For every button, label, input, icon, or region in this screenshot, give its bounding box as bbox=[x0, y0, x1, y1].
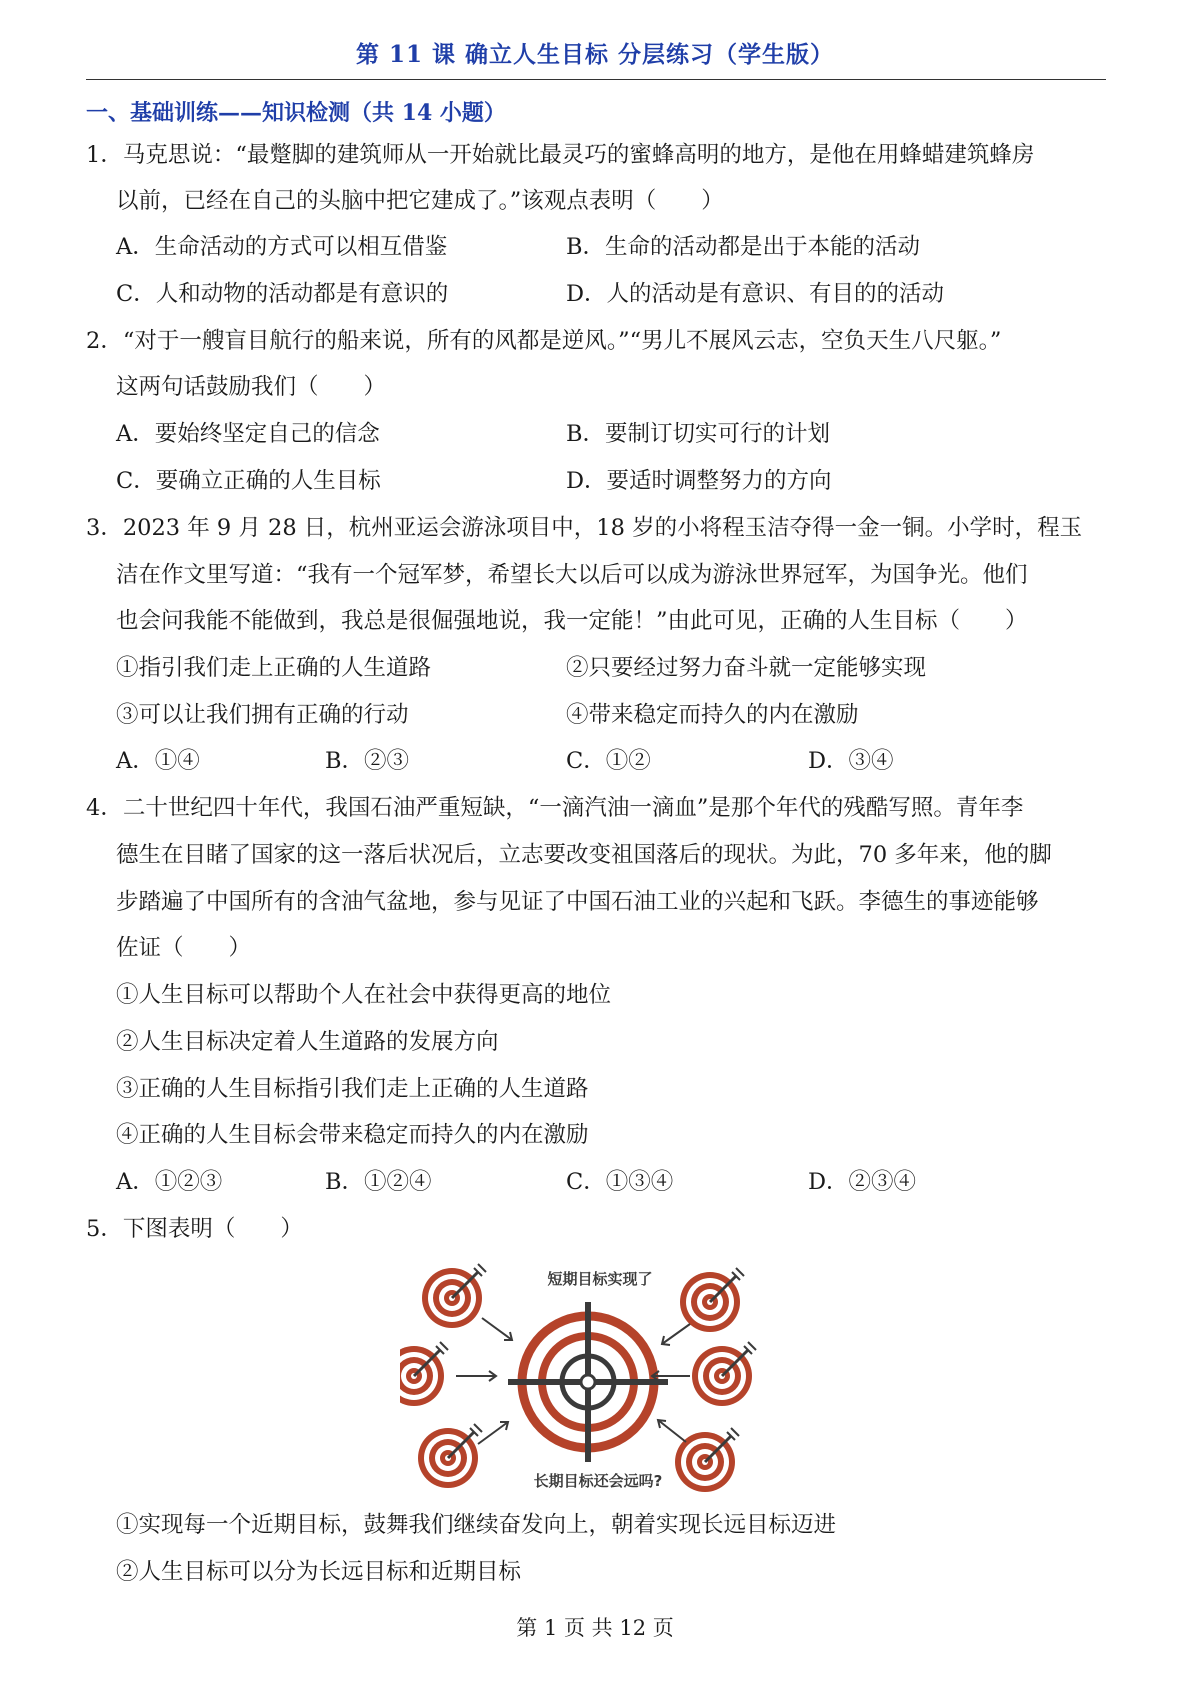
small-target-top-left bbox=[422, 1264, 486, 1328]
q3-option-a: A．①④ bbox=[116, 748, 200, 774]
main-target bbox=[508, 1302, 668, 1462]
q5-statement-2: ②人生目标可以分为长远目标和近期目标 bbox=[116, 1559, 522, 1585]
q3-stem-line1: 3．2023 年 9 月 28 日，杭州亚运会游泳项目中，18 岁的小将程玉洁夺得一金一铜。小学时，程玉 bbox=[86, 515, 1083, 541]
title-divider bbox=[86, 79, 1106, 80]
q2-option-b: B．要制订切实可行的计划 bbox=[566, 421, 831, 447]
q1-stem-line2: 以前，已经在自己的头脑中把它建成了。”该观点表明（ ） bbox=[116, 188, 724, 214]
q4-stem-line3: 步踏遍了中国所有的含油气盆地，参与见证了中国石油工业的兴起和飞跃。李德生的事迹能够 bbox=[116, 889, 1039, 915]
q4-statement-1: ①人生目标可以帮助个人在社会中获得更高的地位 bbox=[116, 982, 612, 1008]
small-target-bottom-left bbox=[418, 1424, 482, 1488]
small-target-middle-right bbox=[692, 1342, 756, 1406]
q1-option-a: A．生命活动的方式可以相互借鉴 bbox=[116, 234, 448, 260]
q2-stem-line2: 这两句话鼓励我们（ ） bbox=[116, 374, 387, 400]
page-title: 第 11 课 确立人生目标 分层练习（学生版） bbox=[355, 41, 835, 68]
q2-option-d: D．要适时调整努力的方向 bbox=[566, 468, 832, 494]
small-target-top-right bbox=[680, 1268, 744, 1332]
q1-option-b: B．生命的活动都是出于本能的活动 bbox=[566, 234, 921, 260]
q4-option-b: B．①②④ bbox=[325, 1169, 432, 1195]
q3-statement-3: ③可以让我们拥有正确的行动 bbox=[116, 702, 409, 728]
q4-statement-4: ④正确的人生目标会带来稳定而持久的内在激励 bbox=[116, 1122, 589, 1148]
q3-option-d: D．③④ bbox=[808, 748, 894, 774]
q4-stem-line4: 佐证（ ） bbox=[116, 935, 252, 961]
q4-option-c: C．①③④ bbox=[566, 1169, 674, 1195]
q1-stem-line1: 1．马克思说：“最蹩脚的建筑师从一开始就比最灵巧的蜜蜂高明的地方，是他在用蜂蜡建筑蜂房 bbox=[86, 142, 1035, 168]
q3-statement-1: ①指引我们走上正确的人生道路 bbox=[116, 655, 432, 681]
q4-statement-3: ③正确的人生目标指引我们走上正确的人生道路 bbox=[116, 1076, 589, 1102]
q5-statement-1: ①实现每一个近期目标，鼓舞我们继续奋发向上，朝着实现长远目标迈进 bbox=[116, 1512, 837, 1538]
q3-option-b: B．②③ bbox=[325, 748, 410, 774]
q2-option-a: A．要始终坚定自己的信念 bbox=[116, 421, 380, 447]
q5-stem-line1: 5．下图表明（ ） bbox=[86, 1216, 303, 1242]
q3-statement-4: ④带来稳定而持久的内在激励 bbox=[566, 702, 859, 728]
q3-option-c: C．①② bbox=[566, 748, 651, 774]
section-heading: 一、基础训练——知识检测（共 14 小题） bbox=[86, 100, 506, 126]
q3-stem-line3: 也会问我能不能做到，我总是很倔强地说，我一定能！”由此可见，正确的人生目标（ ） bbox=[116, 608, 1028, 634]
q3-statement-2: ②只要经过努力奋斗就一定能够实现 bbox=[566, 655, 927, 681]
q3-stem-line2: 洁在作文里写道：“我有一个冠军梦，希望长大以后可以成为游泳世界冠军，为国争光。他们 bbox=[116, 562, 1028, 588]
small-target-middle-left bbox=[400, 1342, 448, 1406]
targets-illustration bbox=[400, 1258, 800, 1492]
q4-statement-2: ②人生目标决定着人生道路的发展方向 bbox=[116, 1029, 499, 1055]
q4-stem-line1: 4．二十世纪四十年代，我国石油严重短缺，“一滴汽油一滴血”是那个年代的残酷写照。青年李 bbox=[86, 795, 1024, 821]
q4-stem-line2: 德生在目睹了国家的这一落后状况后，立志要改变祖国落后的现状。为此，70 多年来，他的脚 bbox=[116, 842, 1052, 868]
q4-option-d: D．②③④ bbox=[808, 1169, 917, 1195]
q4-option-a: A．①②③ bbox=[116, 1169, 223, 1195]
small-target-bottom-right bbox=[675, 1428, 739, 1492]
q1-option-c: C．人和动物的活动都是有意识的 bbox=[116, 281, 449, 307]
figure-bottom-caption: 长期目标还会远吗? bbox=[533, 1472, 663, 1490]
q2-option-c: C．要确立正确的人生目标 bbox=[116, 468, 381, 494]
q1-option-d: D．人的活动是有意识、有目的的活动 bbox=[566, 281, 945, 307]
page-footer: 第 1 页 共 12 页 bbox=[516, 1616, 674, 1640]
q2-stem-line1: 2．“对于一艘盲目航行的船来说，所有的风都是逆风。”“男儿不展风云志，空负天生八尺躯。” bbox=[86, 328, 1002, 354]
figure-top-caption: 短期目标实现了 bbox=[547, 1270, 653, 1288]
